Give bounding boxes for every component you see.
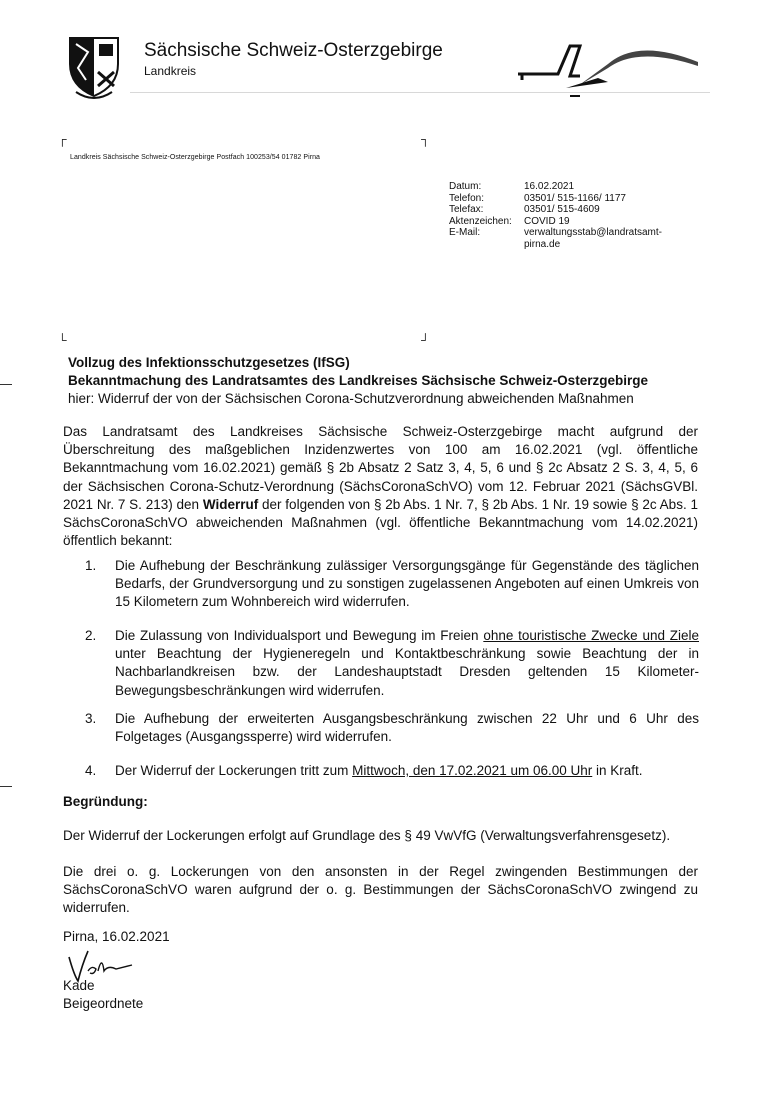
- list-item: 4. Der Widerruf der Lockerungen tritt zum Mittwoch, den 17.02.2021 um 06.00 Uhr in Kraft.: [85, 763, 643, 778]
- meta-row: [449, 193, 684, 205]
- meta-key: Telefax:: [449, 204, 484, 215]
- meta-phone: 03501/ 515-1166/ 1177: [524, 192, 626, 204]
- header-rule: [130, 92, 710, 93]
- subject-line-1: Vollzug des Infektionsschutzgesetzes (IfSG): [68, 355, 350, 370]
- address-corner-top-left: ┌: [58, 132, 67, 146]
- reason-paragraph-2: Die drei o. g. Lockerungen von den ansonsten in der Regel zwingenden Bestimmungen der SächsCoronaSchVO waren aufgrund der o. g. Bestimmungen der SächsCoronaSchVO zwingend zu widerrufen.: [63, 864, 698, 916]
- subject-line-3: hier: Widerruf der von der Sächsischen Corona-Schutzverordnung abweichenden Maßnahmen: [68, 391, 634, 406]
- address-corner-bottom-left: └: [58, 333, 67, 347]
- reason-heading: Begründung:: [63, 794, 148, 809]
- list-item: 3. Die Aufhebung der erweiterten Ausgangsbeschränkung zwischen 22 Uhr und 6 Uhr des Folgetages (Ausgangssperre) wird widerrufen.: [85, 711, 699, 745]
- landkreis-logo-icon: [508, 36, 703, 100]
- org-type: Landkreis: [144, 64, 197, 78]
- address-corner-top-right: ┐: [421, 132, 430, 146]
- meta-email: verwaltungsstab@landratsamt-pirna.de: [524, 227, 662, 250]
- address-corner-bottom-right: ┘: [421, 333, 430, 347]
- meta-key: Telefon:: [449, 192, 485, 204]
- fold-mark: [0, 384, 12, 385]
- meta-block: [449, 181, 684, 250]
- fold-mark: [0, 786, 12, 787]
- subject-line-2: Bekanntmachung des Landratsamtes des Landkreises Sächsische Schweiz-Osterzgebirge: [68, 373, 648, 388]
- meta-date: 16.02.2021: [524, 181, 575, 192]
- intro-bold: Widerruf: [202, 496, 259, 512]
- reason-paragraph-1: Der Widerruf der Lockerungen erfolgt auf Grundlage des § 49 VwVfG (Verwaltungsverfahrensgesetz).: [63, 828, 671, 843]
- meta-key: Datum:: [449, 181, 482, 192]
- meta-reference: COVID 19: [524, 215, 570, 227]
- signatory-name: Kade: [63, 978, 95, 993]
- meta-row: [449, 181, 684, 193]
- meta-fax: 03501/ 515-4609: [524, 204, 600, 215]
- meta-row: [449, 227, 684, 250]
- org-name: Sächsische Schweiz-Osterzgebirge: [144, 40, 443, 61]
- meta-row: [449, 204, 684, 216]
- meta-key: Aktenzeichen:: [449, 215, 512, 227]
- coat-of-arms-icon: [66, 34, 122, 100]
- meta-key: E-Mail:: [449, 227, 481, 238]
- intro-paragraph: Das Landratsamt des Landkreises Sächsische Schweiz-Osterzgebirge macht aufgrund der Überschreitung des maßgeblichen Inzidenzwertes von 100 am 16.02.2021 (vgl. öffentliche Bekanntmachung vom 16.02.2021) gemäß § 2b Absatz 2 Satz 3, 4, 5, 6 und § 2c Absatz 2 S. 3, 4, 5, 6 der Sächsischen Corona-Schutz-Verordnung (SächsCoronaSchVO) vom 12. Februar 2021 (SächsGVBl. 2021 Nr. 7 S. 213) den Widerruf der folgenden von § 2b Abs. 1 Nr. 7, § 2b Abs. 1 Nr. 19 sowie § 2c Abs. 1 SächsCoronaSchVO abweichenden Maßnahmen (vgl. öffentliche Bekanntmachung vom 14.02.2021) öffentlich bekannt:: [63, 424, 698, 549]
- list-item: 2. Die Zulassung von Individualsport und Bewegung im Freien ohne touristische Zwecke und Ziele unter Beachtung der Hygieneregeln und Kontaktbeschränkung sowie Beachtung der in Nachbarlandkreisen bzw. der Landeshauptstadt Dresden geltenden 15 Kilometer-Bewegungsbeschränkungen wird widerrufen.: [85, 628, 699, 698]
- meta-row: [449, 216, 684, 228]
- sender-line: Landkreis Sächsische Schweiz-Osterzgebirge Postfach 100253/54 01782 Pirna: [70, 154, 320, 161]
- place-date: Pirna, 16.02.2021: [63, 929, 170, 944]
- list-item: 1. Die Aufhebung der Beschränkung zulässiger Versorgungsgänge für Gegenstände des täglichen Bedarfs, der Grundversorgung und zu sonstigen zugelassenen Angeboten auf einen Umkreis von 15 Kilometern zum Wohnbereich wird widerrufen.: [85, 558, 699, 610]
- signatory-role: Beigeordnete: [63, 996, 144, 1011]
